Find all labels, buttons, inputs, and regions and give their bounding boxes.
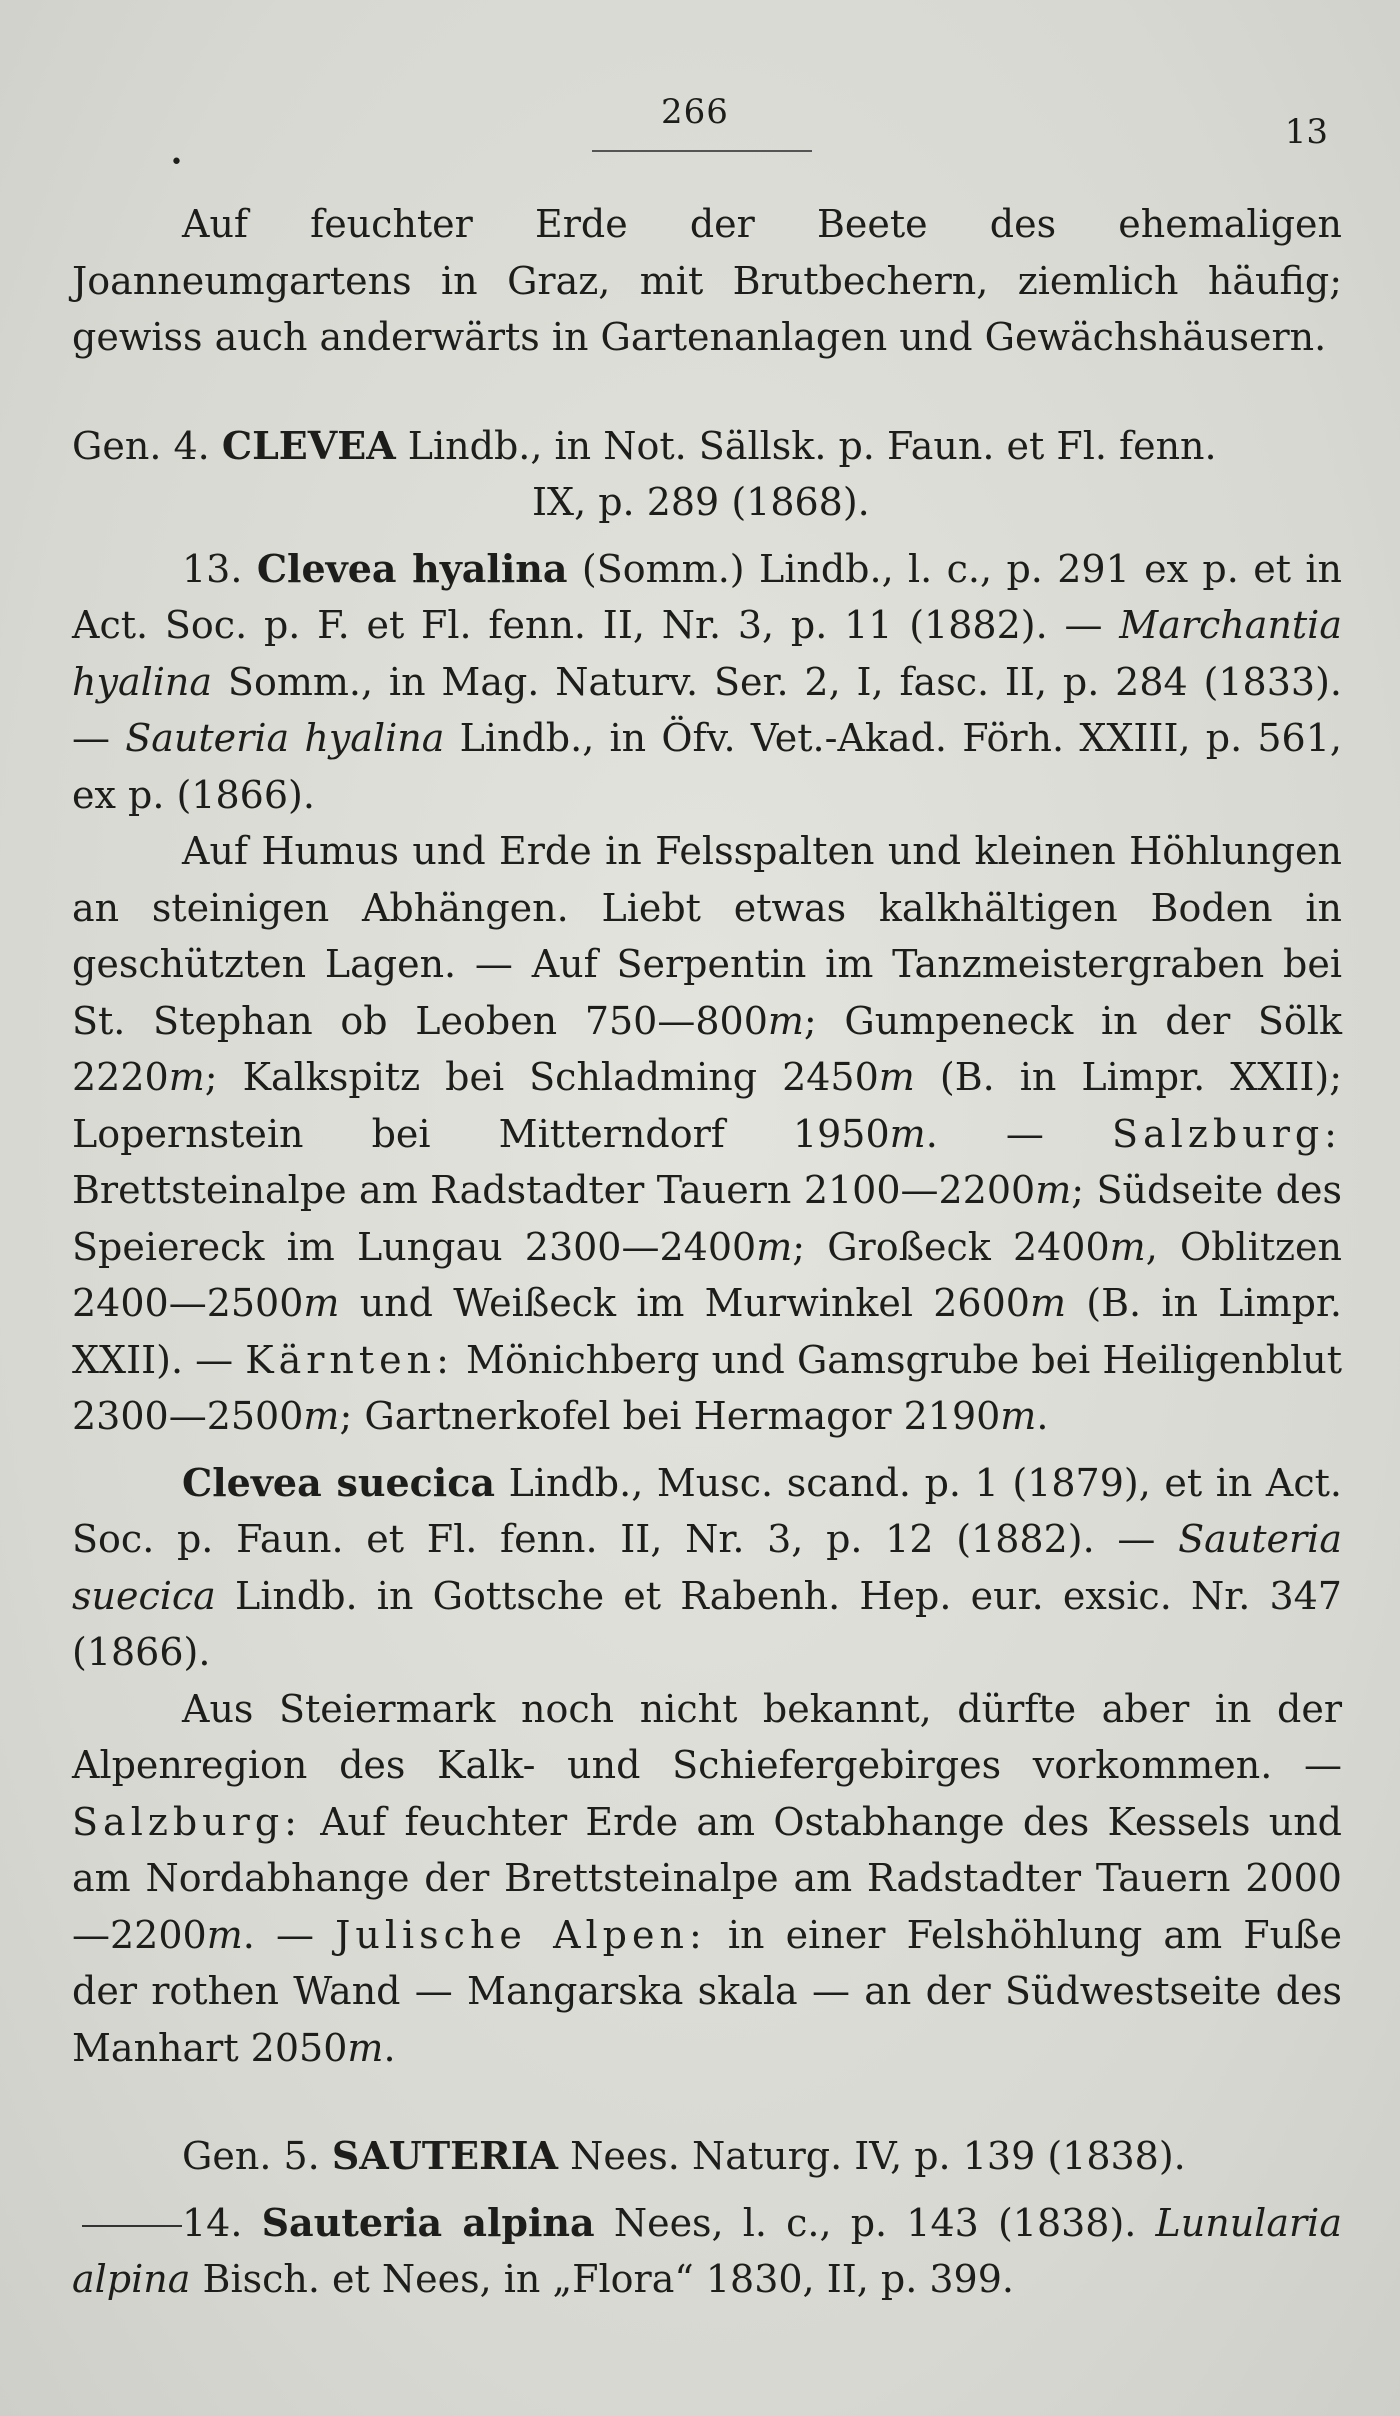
paragraph-habitat-suecica: Aus Steiermark noch nicht bekannt, dürfte aber in der Alpenregion des Kalk- und Schiefergebirges vorkommen. — Salzburg: Auf feuchter Erde am Ostabhange des Kessels und am Nordabhange der Brettsteinalpe am Radstadter Tauern 2000—2200m. — Julische Alpen: in einer Felshöhlung am Fuße der rothen Wand — Mangarska skala — an der Südwestseite des Manhart 2050m. — [72, 1686, 1342, 2070]
species-entry-14: 14. Sauteria alpina Nees, l. c., p. 143 (1838). Lunularia alpina Bisch. et Nees, in „Flora“ 1830, II, p. 399. — [72, 2199, 1342, 2301]
paragraph-habitat-hyalina: Auf Humus und Erde in Felsspalten und kleinen Höhlungen an steinigen Abhängen. Liebt etwas kalkhältigen Boden in geschützten Lagen. — Auf Serpentin im Tanzmeistergraben bei St. Stephan ob Leoben 750—800m; Gumpeneck in der Sölk 2220m; Kalkspitz bei Schladming 2450m (B. in Limpr. XXII); Lopernstein bei Mitterndorf 1950m. — Salzburg: Brettsteinalpe am Radstadter Tauern 2100—2200m; Südseite des Speiereck im Lungau 2300—2400m; Großeck 2400m, Oblitzen 2400—2500m und Weißeck im Murwinkel 2600m (B. in Limpr. XXII). — Kärnten: Mönichberg und Gamsgrube bei Heiligenblut 2300—2500m; Gartnerkofel bei Hermagor 2190m. — [72, 829, 1342, 1438]
species-entry-13: 13. Clevea hyalina (Somm.) Lindb., l. c., p. 291 ex p. et in Act. Soc. p. F. et Fl. fenn. II, Nr. 3, p. 11 (1882). — Marchantia hyalina Somm., in Mag. Naturv. Ser. 2, I, fasc. II, p. 284 (1833). — Sauteria hyalina Lindb., in Öfv. Vet.-Akad. Förh. XXIII, p. 561, ex p. (1866). — [72, 545, 1342, 817]
synonym: Marchantia hyalina — [72, 603, 1342, 704]
genus-heading-clevea-line2: IX, p. 289 (1868). — [532, 480, 870, 524]
sheet-number: 13 — [1284, 112, 1328, 152]
page-number: 266 — [661, 92, 729, 132]
synonym: Sauteria suecica — [72, 1517, 1342, 1618]
region-label: Salzburg: — [1112, 1111, 1342, 1156]
body-text — [72, 196, 1342, 2308]
margin-pen-stroke — [82, 2225, 182, 2227]
header-rule — [592, 150, 812, 152]
synonym: Lunularia alpina — [72, 2200, 1342, 2301]
genus-heading-sauteria: Gen. 5. SAUTERIA Nees. Naturg. IV, p. 139 (1838). — [182, 2133, 1186, 2178]
genus-name: SAUTERIA — [331, 2133, 558, 2178]
genus-name: CLEVEA — [221, 422, 396, 468]
ink-speck: • — [170, 150, 183, 175]
region-label: Salzburg: — [72, 1799, 302, 1844]
species-name: Clevea suecica — [182, 1459, 496, 1505]
region-label: Kärnten: — [245, 1337, 454, 1382]
region-label: Julische Alpen: — [335, 1912, 707, 1957]
genus-heading-clevea: Gen. 4. CLEVEA Lindb., in Not. Sällsk. p. Faun. et Fl. fenn. — [72, 422, 1217, 468]
species-entry-suecica: Clevea suecica Lindb., Musc. scand. p. 1 (1879), et in Act. Soc. p. Faun. et Fl. fenn. II, Nr. 3, p. 12 (1882). — Sauteria suecica Lindb. in Gottsche et Rabenh. Hep. eur. exsic. Nr. 347 (1866). — [72, 1459, 1343, 1674]
species-name: Sauteria alpina — [261, 2199, 595, 2245]
paragraph-habitat-intro: Auf feuchter Erde der Beete des ehemaligen Joanneumgartens in Graz, mit Brutbechern, ziemlich häufig; gewiss auch anderwärts in Gartenanlagen und Gewächshäusern. — [72, 202, 1342, 359]
synonym: Sauteria hyalina — [125, 716, 445, 760]
species-name: Clevea hyalina — [256, 545, 568, 591]
